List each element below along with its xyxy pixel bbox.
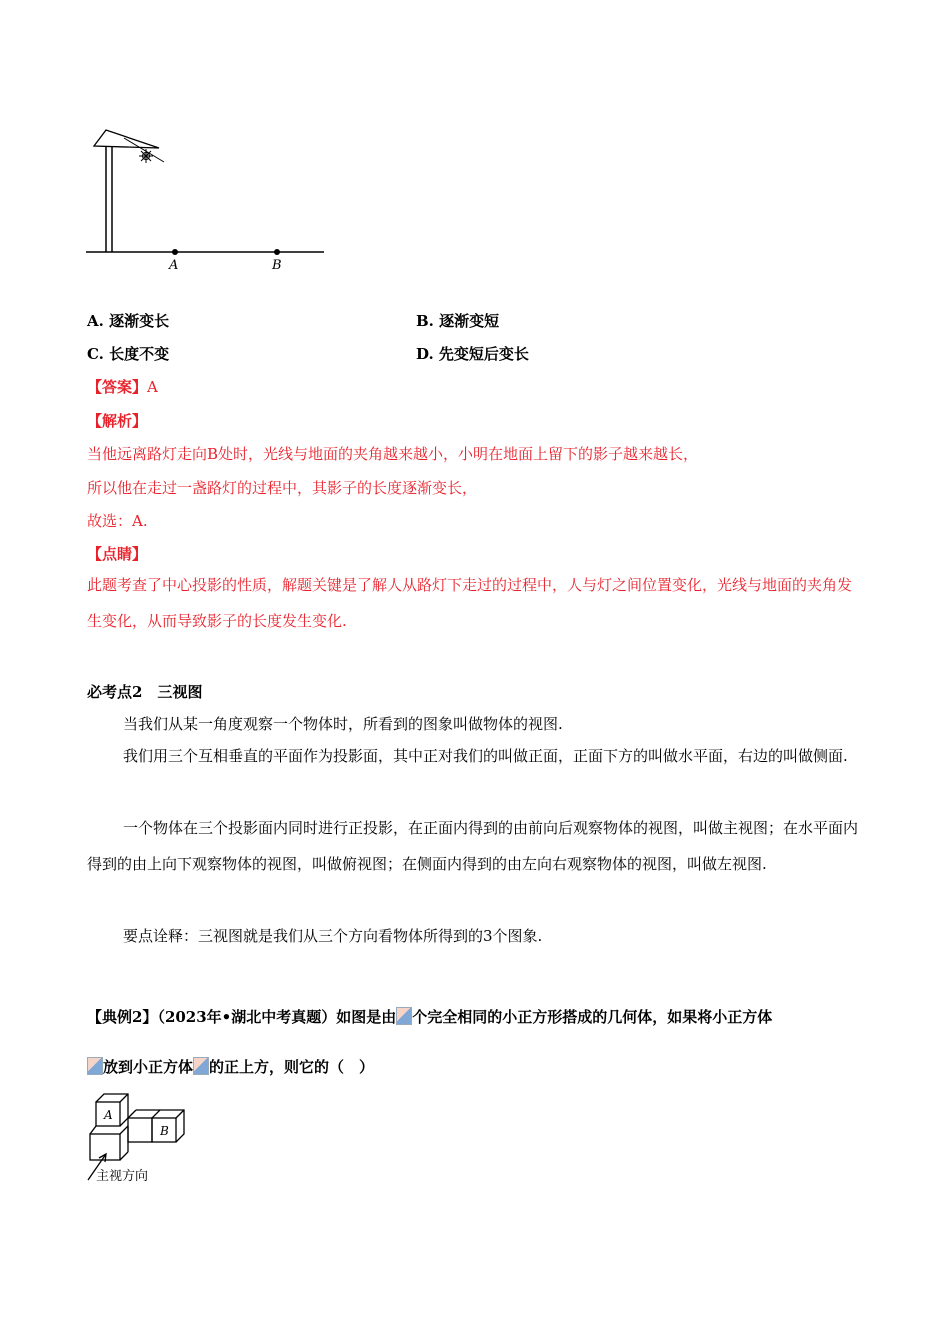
example-text-2: 个完全相同的小正方形搭成的几何体，如果将小正方体 bbox=[412, 1008, 773, 1026]
analysis-tag: 【解析】 bbox=[87, 412, 148, 430]
point-a-label: A bbox=[169, 258, 179, 273]
example-source: （2023年•湖北中考真题） bbox=[157, 1008, 337, 1026]
section-paragraph-4: 要点诠释：三视图就是我们从三个方向看物体所得到的3个图象. bbox=[123, 927, 543, 945]
analysis-line-3: 故选：A. bbox=[87, 512, 148, 530]
example-line-2 bbox=[87, 1056, 374, 1077]
analysis-line-2: 所以他在走过一盏路灯的过程中，其影子的长度逐渐变长， bbox=[87, 479, 478, 497]
section-paragraph-1: 当我们从某一角度观察一个物体时，所看到的图象叫做物体的视图. bbox=[123, 715, 563, 733]
comment-tag: 【点睛】 bbox=[87, 545, 148, 563]
inline-image-icon bbox=[396, 1007, 412, 1025]
example-text-4: 的正上方，则它的（ ） bbox=[209, 1058, 375, 1076]
street-lamp-figure bbox=[84, 122, 329, 274]
point-b-label: B bbox=[272, 258, 282, 273]
answer-line bbox=[87, 376, 158, 397]
analysis-line-1: 当他远离路灯走向B处时，光线与地面的夹角越来越小，小明在地面上留下的影子越来越长， bbox=[87, 445, 699, 463]
option-b[interactable]: B. 逐渐变短 bbox=[416, 312, 500, 330]
cubes-figure bbox=[86, 1092, 196, 1188]
view-direction-caption: 主视方向 bbox=[96, 1169, 149, 1184]
section-heading: 必考点2 三视图 bbox=[87, 683, 203, 701]
example-text-3: 放到小正方体 bbox=[103, 1058, 194, 1076]
section-paragraph-2: 我们用三个互相垂直的平面作为投影面，其中正对我们的叫做正面，正面下方的叫做水平面，右边的叫做侧面. bbox=[123, 747, 848, 765]
comment-text: 此题考查了中心投影的性质，解题关键是了解人从路灯下走过的过程中，人与灯之间位置变化，光线与地面的夹角发生变化，从而导致影子的长度发生变化. bbox=[87, 576, 853, 630]
option-d[interactable]: D. 先变短后变长 bbox=[416, 345, 529, 363]
section-paragraph-3: 一个物体在三个投影面内同时进行正投影，在正面内得到的由前向后观察物体的视图，叫做主视图；在水平面内得到的由上向下观察物体的视图，叫做俯视图；在侧面内得到的由左向右观察物体的视图，叫做左视图. bbox=[87, 819, 859, 873]
lamp-bulb-icon bbox=[139, 149, 153, 163]
example-text-1: 如图是由 bbox=[336, 1008, 397, 1026]
answer-value: A bbox=[147, 378, 158, 396]
example-line-1 bbox=[87, 1006, 772, 1027]
example-tag: 【典例2】 bbox=[87, 1008, 158, 1026]
answer-tag: 【答案】 bbox=[87, 378, 148, 396]
option-c[interactable]: C. 长度不变 bbox=[87, 345, 170, 363]
option-a[interactable]: A. 逐渐变长 bbox=[87, 312, 170, 330]
cube-a-label: A bbox=[104, 1108, 113, 1122]
cube-b-label: B bbox=[160, 1124, 169, 1138]
inline-image-icon bbox=[87, 1057, 103, 1075]
inline-image-icon bbox=[193, 1057, 209, 1075]
